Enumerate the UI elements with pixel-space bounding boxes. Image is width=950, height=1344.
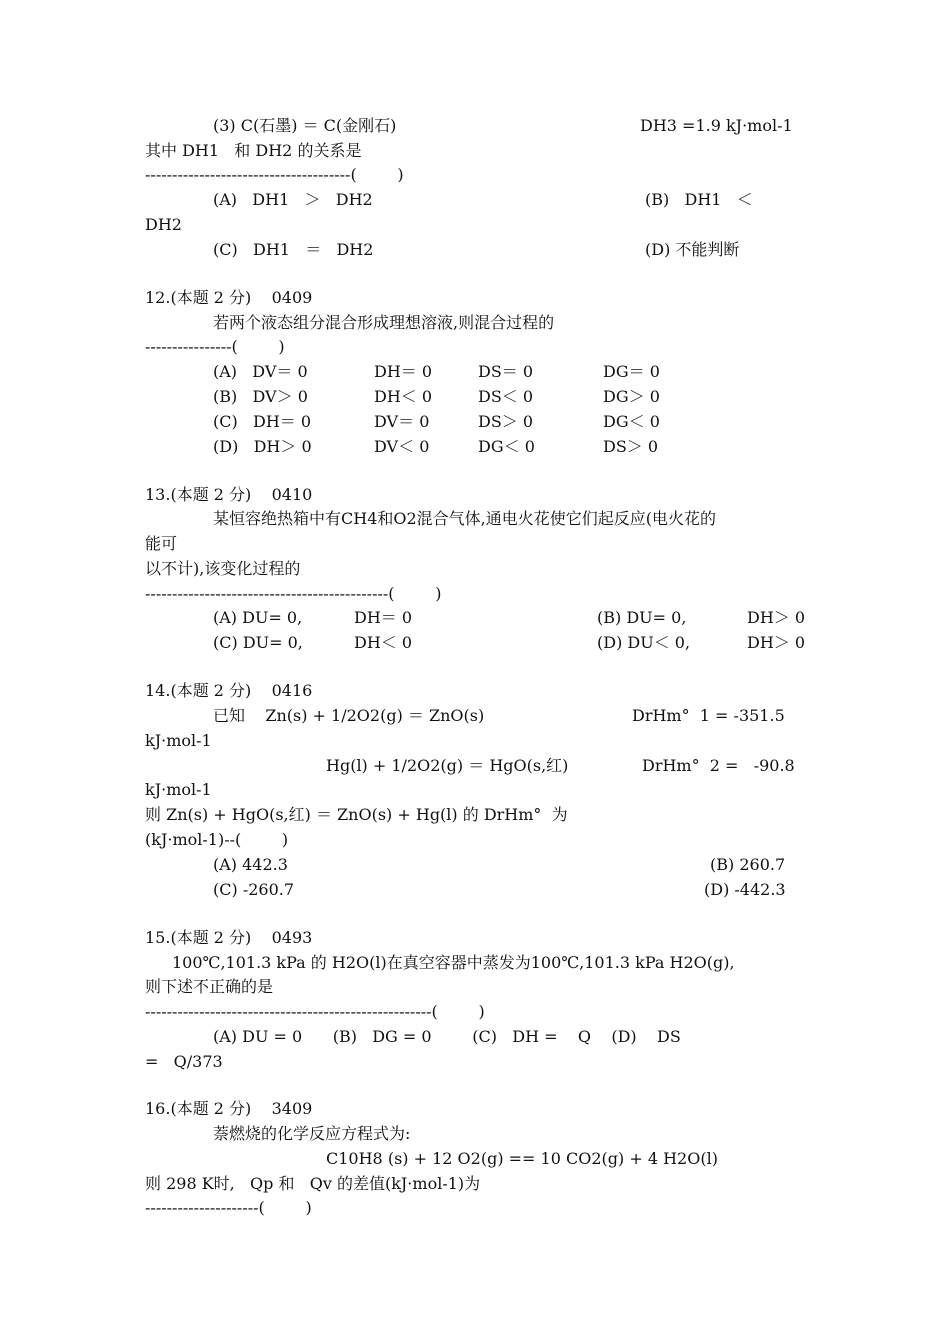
- q14-reaction-1-enthalpy: DrHm° 1 = -351.5: [632, 706, 785, 725]
- q13-option-c-2: DH＜ 0: [354, 633, 413, 652]
- q12-option-b-3: DS＜ 0: [478, 387, 534, 406]
- q12-option-a-3: DS＝ 0: [478, 362, 534, 381]
- q13-header: 13.(本题 2 分) 0410: [145, 485, 313, 504]
- q14-answer-blank: (kJ·mol-1)--( ): [145, 830, 289, 849]
- q12-option-c-3: DS＞ 0: [478, 412, 534, 431]
- q12-header: 12.(本题 2 分) 0409: [145, 288, 313, 307]
- q12-option-d-3: DG＜ 0: [478, 437, 535, 456]
- q12-option-d-4: DS＞ 0: [603, 437, 659, 456]
- q12-answer-blank: ----------------( ): [145, 337, 285, 356]
- q14-option-d: (D) -442.3: [704, 880, 786, 899]
- q11-option-c: (C) DH1 ＝ DH2: [213, 240, 374, 259]
- q13-option-c-1: (C) DU= 0,: [213, 633, 303, 652]
- q14-option-c: (C) -260.7: [213, 880, 295, 899]
- q12-option-d-2: DV＜ 0: [374, 437, 430, 456]
- q16-question: 则 298 K时, Qp 和 Qv 的差值(kJ·mol-1)为: [145, 1174, 481, 1193]
- q12-option-c-2: DV＝ 0: [374, 412, 430, 431]
- q11-option-a: (A) DH1 ＞ DH2: [213, 190, 373, 209]
- q12-option-c-4: DG＜ 0: [603, 412, 660, 431]
- q15-answer-blank: -----------------------------------------------------( ): [145, 1002, 485, 1021]
- q12-option-b-2: DH＜ 0: [374, 387, 433, 406]
- q12-option-b-1: (B) DV＞ 0: [213, 387, 308, 406]
- q16-equation: C10H8 (s) + 12 O2(g) == 10 CO2(g) + 4 H2O(l): [326, 1149, 718, 1168]
- q14-option-a: (A) 442.3: [213, 855, 288, 874]
- q14-reaction-2-enthalpy: DrHm° 2 = -90.8: [642, 756, 795, 775]
- q12-option-a-1: (A) DV＝ 0: [213, 362, 308, 381]
- q15-stem-2: 则下述不正确的是: [145, 977, 274, 996]
- q11-reaction-3-enthalpy: DH3 =1.9 kJ·mol-1: [640, 116, 793, 135]
- q12-stem: 若两个液态组分混合形成理想溶液,则混合过程的: [213, 313, 555, 332]
- q14-reaction-2: Hg(l) + 1/2O2(g) ＝ HgO(s,红): [326, 756, 569, 775]
- q13-option-d-1: (D) DU＜ 0,: [597, 633, 691, 652]
- q14-reaction-1: 已知 Zn(s) + 1/2O2(g) ＝ ZnO(s): [213, 706, 485, 725]
- q13-option-b-1: (B) DU= 0,: [597, 608, 687, 627]
- q14-header: 14.(本题 2 分) 0416: [145, 681, 313, 700]
- q12-option-b-4: DG＞ 0: [603, 387, 660, 406]
- q13-option-a-1: (A) DU= 0,: [213, 608, 303, 627]
- q13-answer-blank: ---------------------------------------------( ): [145, 584, 442, 603]
- q14-question: 则 Zn(s) + HgO(s,红) ＝ ZnO(s) + Hg(l) 的 DrHm° 为: [145, 805, 568, 824]
- q11-option-d: (D) 不能判断: [645, 240, 740, 259]
- q14-option-b: (B) 260.7: [710, 855, 786, 874]
- q11-option-b-continued: DH2: [145, 215, 182, 234]
- q13-option-a-2: DH＝ 0: [354, 608, 413, 627]
- q13-stem-3: 以不计),该变化过程的: [145, 559, 301, 578]
- q13-stem-1: 某恒容绝热箱中有CH4和O2混合气体,通电火花使它们起反应(电火花的: [213, 509, 717, 528]
- q11-option-b: (B) DH1 ＜: [645, 190, 753, 209]
- q12-option-d-1: (D) DH＞ 0: [213, 437, 312, 456]
- q13-option-d-2: DH＞ 0: [747, 633, 806, 652]
- q16-header: 16.(本题 2 分) 3409: [145, 1099, 313, 1118]
- q11-question: 其中 DH1 和 DH2 的关系是: [145, 141, 362, 160]
- q15-header: 15.(本题 2 分) 0493: [145, 928, 313, 947]
- q16-stem: 萘燃烧的化学反应方程式为:: [213, 1124, 411, 1143]
- q12-option-c-1: (C) DH＝ 0: [213, 412, 312, 431]
- q12-option-a-4: DG＝ 0: [603, 362, 660, 381]
- q13-option-b-2: DH＞ 0: [747, 608, 806, 627]
- q14-reaction-1-unit: kJ·mol-1: [145, 731, 212, 750]
- q12-option-a-2: DH＝ 0: [374, 362, 433, 381]
- q15-options-continued: = Q/373: [145, 1052, 223, 1071]
- q11-answer-blank: --------------------------------------( ): [145, 165, 404, 184]
- q14-reaction-2-unit: kJ·mol-1: [145, 780, 212, 799]
- q15-stem-1: 100℃,101.3 kPa 的 H2O(l)在真空容器中蒸发为100℃,101.3 kPa H2O(g),: [172, 953, 735, 972]
- q11-reaction-3: (3) C(石墨) ＝ C(金刚石): [213, 116, 397, 135]
- q15-options: (A) DU = 0 (B) DG = 0 (C) DH = Q (D) DS: [213, 1027, 681, 1046]
- q16-answer-blank: ---------------------( ): [145, 1198, 312, 1217]
- q13-stem-2: 能可: [145, 534, 178, 553]
